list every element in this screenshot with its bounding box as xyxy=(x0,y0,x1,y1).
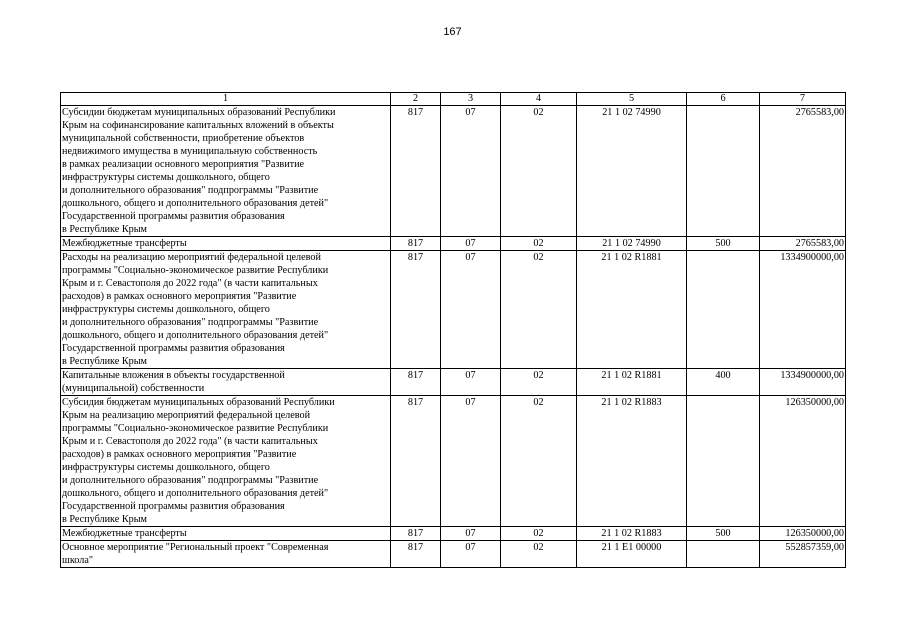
row-name-line: муниципальной собственности, приобретение объектов xyxy=(62,133,305,144)
row-name-line: инфраструктуры системы дошкольного, общего xyxy=(62,462,270,473)
table-row xyxy=(61,251,846,369)
row-name xyxy=(61,106,391,237)
row-name-line: Крым и г. Севастополя до 2022 года" (в части капитальных xyxy=(62,436,318,447)
expense-type-cell: 500 xyxy=(687,527,760,541)
column-header: 3 xyxy=(441,93,501,106)
subsection-code-cell: 02 xyxy=(501,237,577,251)
row-name xyxy=(61,369,391,396)
row-name-line: и дополнительного образования" подпрограммы "Развитие xyxy=(62,185,319,196)
target-article-cell: 21 1 02 R1883 xyxy=(577,396,687,527)
section-code-cell: 07 xyxy=(441,527,501,541)
subsection-code-cell: 02 xyxy=(501,527,577,541)
column-header: 7 xyxy=(760,93,846,106)
row-name-line: Крым на софинансирование капитальных вложений в объекты xyxy=(62,120,334,131)
row-name-line: расходов) в рамках основного мероприятия "Развитие xyxy=(62,291,297,302)
table-row xyxy=(61,527,846,541)
row-name-line: дошкольного, общего и дополнительного образования детей" xyxy=(62,488,329,499)
amount-cell: 126350000,00 xyxy=(760,527,846,541)
row-name-line: в Республике Крым xyxy=(62,356,148,367)
expense-type-cell xyxy=(687,396,760,527)
row-name-line: в Республике Крым xyxy=(62,224,148,235)
section-code-cell: 07 xyxy=(441,369,501,396)
row-name-line: в рамках реализации основного мероприятия "Развитие xyxy=(62,159,305,170)
row-name-line: расходов) в рамках основного мероприятия "Развитие xyxy=(62,449,297,460)
ministry-code-cell: 817 xyxy=(391,396,441,527)
target-article-cell: 21 1 E1 00000 xyxy=(577,541,687,568)
target-article-cell: 21 1 02 74990 xyxy=(577,237,687,251)
row-name-line: дошкольного, общего и дополнительного образования детей" xyxy=(62,330,329,341)
page-number: 167 xyxy=(443,26,462,38)
section-code-cell: 07 xyxy=(441,237,501,251)
column-header: 1 xyxy=(61,93,391,106)
table-row xyxy=(61,369,846,396)
row-name-line: инфраструктуры системы дошкольного, общего xyxy=(62,304,270,315)
row-name xyxy=(61,251,391,369)
row-name-line: программы "Социально-экономическое развитие Республики xyxy=(62,265,329,276)
row-name-line: школа" xyxy=(62,555,93,566)
row-name-line: Государственной программы развития образования xyxy=(62,343,285,354)
ministry-code-cell: 817 xyxy=(391,106,441,237)
row-name-line: программы "Социально-экономическое развитие Республики xyxy=(62,423,329,434)
ministry-code-cell: 817 xyxy=(391,237,441,251)
row-name-line: в Республике Крым xyxy=(62,514,148,525)
column-header: 5 xyxy=(577,93,687,106)
column-header: 6 xyxy=(687,93,760,106)
table-row xyxy=(61,106,846,237)
section-code-cell: 07 xyxy=(441,251,501,369)
row-name-line: (муниципальной) собственности xyxy=(62,383,205,394)
expense-type-cell xyxy=(687,541,760,568)
table-row xyxy=(61,237,846,251)
section-code-cell: 07 xyxy=(441,106,501,237)
row-name-line: Межбюджетные трансферты xyxy=(62,238,187,249)
row-name-line: Субсидия бюджетам муниципальных образований Республики xyxy=(62,397,335,408)
target-article-cell: 21 1 02 R1881 xyxy=(577,369,687,396)
row-name xyxy=(61,237,391,251)
subsection-code-cell: 02 xyxy=(501,251,577,369)
amount-cell: 552857359,00 xyxy=(760,541,846,568)
ministry-code-cell: 817 xyxy=(391,369,441,396)
amount-cell: 1334900000,00 xyxy=(760,251,846,369)
section-code-cell: 07 xyxy=(441,396,501,527)
column-header: 4 xyxy=(501,93,577,106)
row-name xyxy=(61,541,391,568)
row-name-line: Государственной программы развития образования xyxy=(62,501,285,512)
row-name-line: инфраструктуры системы дошкольного, общего xyxy=(62,172,270,183)
amount-cell: 2765583,00 xyxy=(760,237,846,251)
row-name-line: Крым и г. Севастополя до 2022 года" (в части капитальных xyxy=(62,278,318,289)
row-name-line: и дополнительного образования" подпрограммы "Развитие xyxy=(62,317,319,328)
ministry-code-cell: 817 xyxy=(391,527,441,541)
amount-cell: 126350000,00 xyxy=(760,396,846,527)
expense-type-cell xyxy=(687,251,760,369)
expense-type-cell: 500 xyxy=(687,237,760,251)
row-name-line: Межбюджетные трансферты xyxy=(62,528,187,539)
target-article-cell: 21 1 02 R1881 xyxy=(577,251,687,369)
row-name-line: Крым на реализацию мероприятий федеральной целевой xyxy=(62,410,311,421)
subsection-code-cell: 02 xyxy=(501,369,577,396)
row-name-line: Капитальные вложения в объекты государственной xyxy=(62,370,285,381)
row-name-line: недвижимого имущества в муниципальную собственность xyxy=(62,146,318,157)
column-header: 2 xyxy=(391,93,441,106)
row-name-line: Субсидии бюджетам муниципальных образований Республики xyxy=(62,107,336,118)
row-name-line: дошкольного, общего и дополнительного образования детей" xyxy=(62,198,329,209)
amount-cell: 1334900000,00 xyxy=(760,369,846,396)
subsection-code-cell: 02 xyxy=(501,106,577,237)
target-article-cell: 21 1 02 74990 xyxy=(577,106,687,237)
row-name-line: и дополнительного образования" подпрограммы "Развитие xyxy=(62,475,319,486)
target-article-cell: 21 1 02 R1883 xyxy=(577,527,687,541)
row-name-line: Государственной программы развития образования xyxy=(62,211,285,222)
ministry-code-cell: 817 xyxy=(391,541,441,568)
expense-type-cell xyxy=(687,106,760,237)
ministry-code-cell: 817 xyxy=(391,251,441,369)
table-row xyxy=(61,396,846,527)
subsection-code-cell: 02 xyxy=(501,396,577,527)
section-code-cell: 07 xyxy=(441,541,501,568)
amount-cell: 2765583,00 xyxy=(760,106,846,237)
row-name-line: Расходы на реализацию мероприятий федеральной целевой xyxy=(62,252,321,263)
expense-type-cell: 400 xyxy=(687,369,760,396)
row-name xyxy=(61,396,391,527)
header-row xyxy=(61,93,846,106)
row-name xyxy=(61,527,391,541)
subsection-code-cell: 02 xyxy=(501,541,577,568)
table-row xyxy=(61,541,846,568)
row-name-line: Основное мероприятие "Региональный проект "Современная xyxy=(62,542,329,553)
budget-table xyxy=(60,92,846,568)
